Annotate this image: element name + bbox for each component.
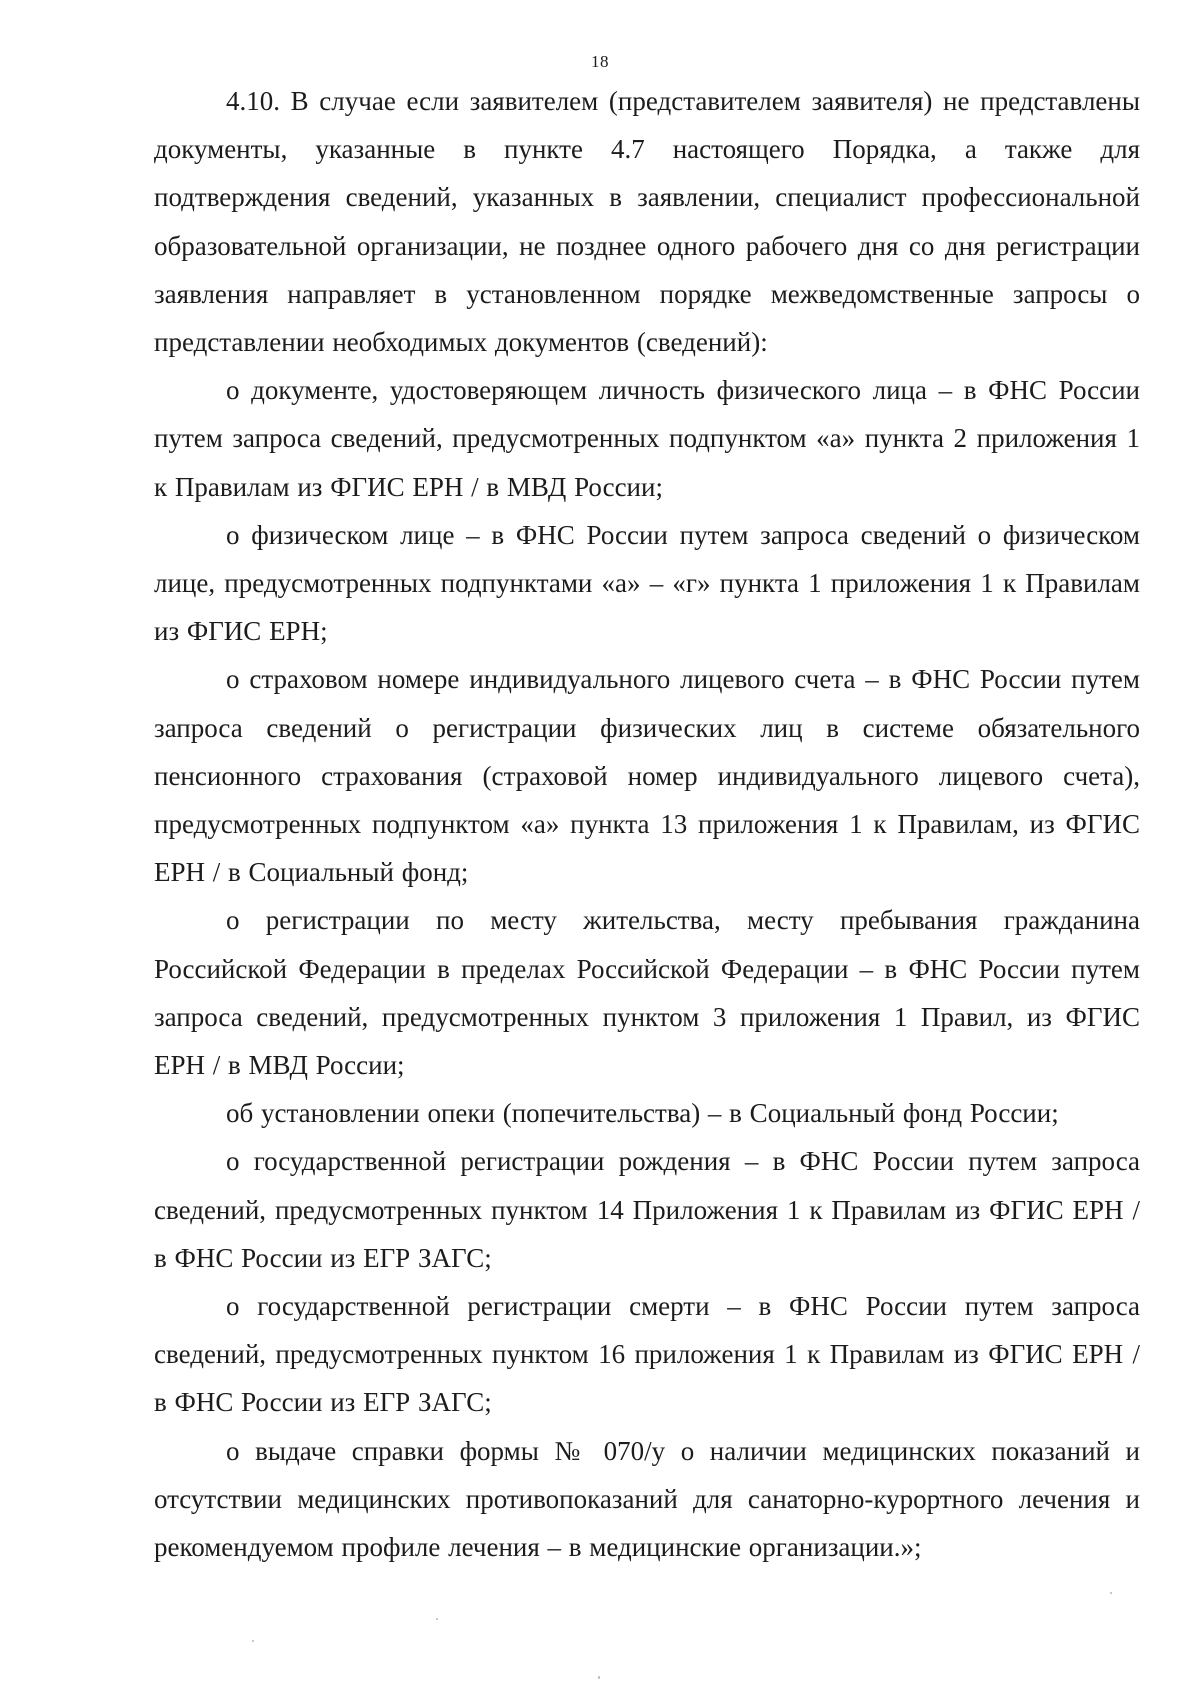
paragraph-intro: 4.10. В случае если заявителем (представителем заявителя) не представлены документы, указанные в пункте 4.7 настоящего Порядка, а также для подтверждения сведений, указанных в заявлении, специалист профессиональной образовательной организации, не позднее одного рабочего дня со дня регистрации заявления направляет в установленном порядке межведомственные запросы о представлении необходимых документов (сведений):	[154, 86, 1140, 358]
scan-speck	[598, 1676, 600, 1679]
page-number: 18	[591, 52, 609, 71]
scan-speck	[1110, 1592, 1112, 1594]
paragraph-death-registration: о государственной регистрации смерти – в ФНС России путем запроса сведений, предусмотренных пунктом 16 приложения 1 к Правилам из ФГИС ЕРН / в ФНС России из ЕГР ЗАГС;	[154, 1291, 1140, 1418]
paragraph-medical-certificate: о выдаче справки формы № 070/у о наличии медицинских показаний и отсутствии медицинских противопоказаний для санаторно-курортного лечения и рекомендуемом профиле лечения – в медицинские организации.»;	[154, 1435, 1140, 1563]
paragraph-registration: о регистрации по месту жительства, месту пребывания гражданина Российской Федерации в пределах Российской Федерации – в ФНС России путем запроса сведений, предусмотренных пунктом 3 приложения 1 Правил, из ФГИС ЕРН / в МВД России;	[154, 905, 1140, 1081]
paragraph-insurance-number: о страховом номере индивидуального лицевого счета – в ФНС России путем запроса сведений о регистрации физических лиц в системе обязательного пенсионного страхования (страховой номер индивидуального лицевого счета), предусмотренных подпунктом «а» пункта 13 приложения 1 к Правилам, из ФГИС ЕРН / в Социальный фонд;	[154, 664, 1140, 888]
paragraph-birth-registration: о государственной регистрации рождения – в ФНС России путем запроса сведений, предусмотренных пунктом 14 Приложения 1 к Правилам из ФГИС ЕРН / в ФНС России из ЕГР ЗАГС;	[154, 1146, 1140, 1273]
paragraph-individual: о физическом лице – в ФНС России путем запроса сведений о физическом лице, предусмотренных подпунктами «а» – «г» пункта 1 приложения 1 к Правилам из ФГИС ЕРН;	[154, 519, 1140, 647]
scan-speck	[252, 1640, 254, 1642]
paragraph-guardianship: об установлении опеки (попечительства) – в Социальный фонд России;	[226, 1098, 1059, 1129]
paragraph-identity-document: о документе, удостоверяющем личность физического лица – в ФНС России путем запроса сведений, предусмотренных подпунктом «а» пункта 2 приложения 1 к Правилам из ФГИС ЕРН / в МВД России;	[154, 375, 1140, 502]
scan-speck	[436, 1618, 438, 1620]
document-body	[154, 77, 1140, 1571]
